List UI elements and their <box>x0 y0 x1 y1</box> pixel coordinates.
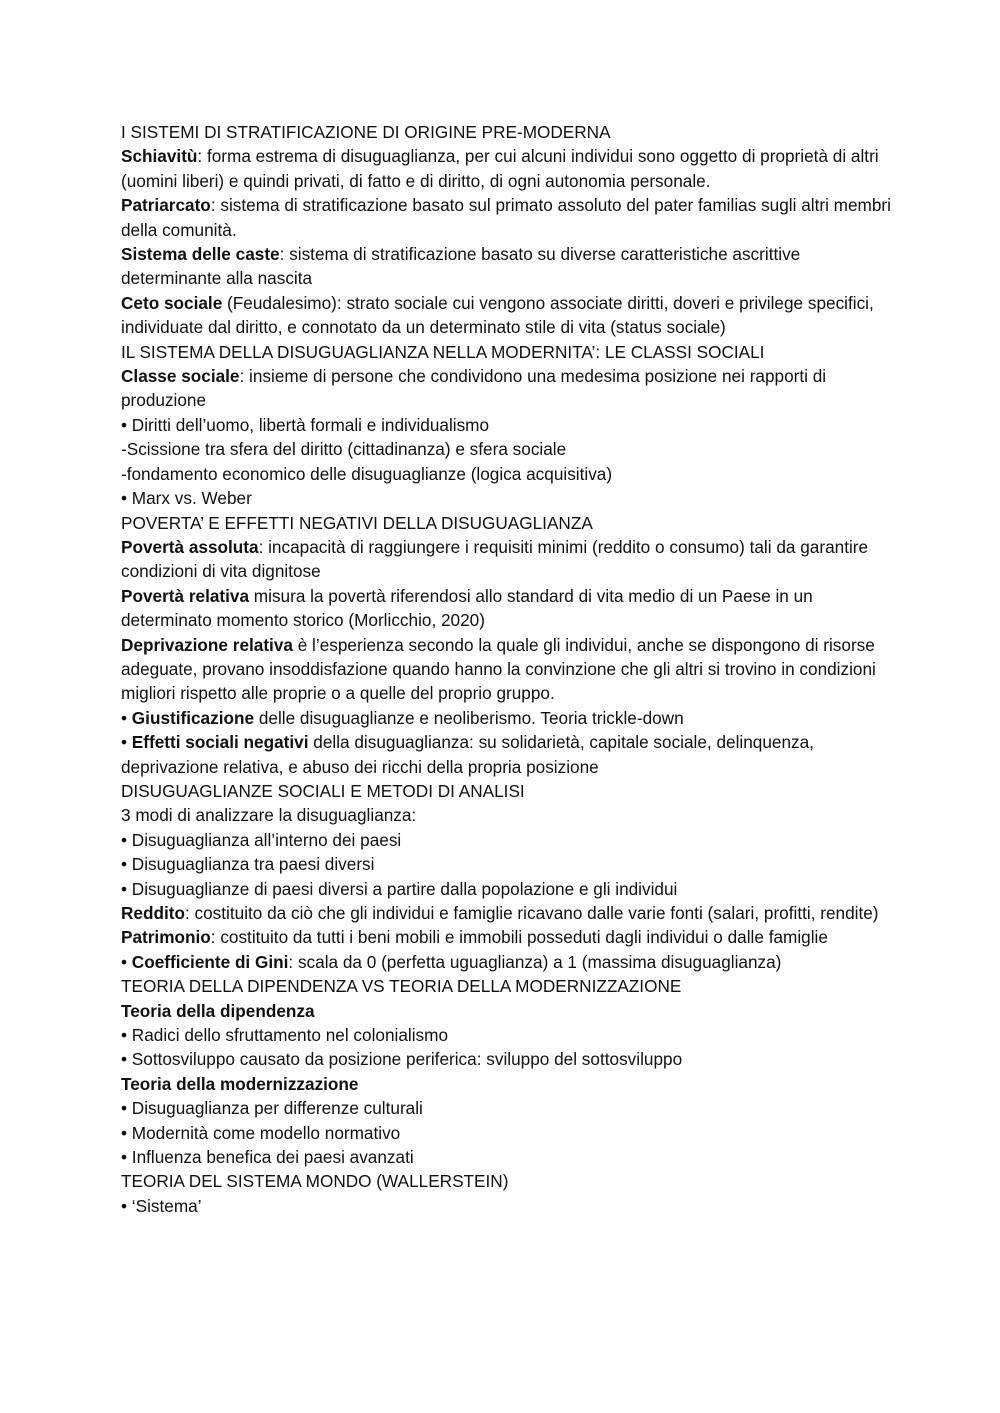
term: Classe sociale <box>121 366 240 387</box>
subheading-modernizzazione <box>121 1072 891 1096</box>
list-item-effetti <box>121 730 891 779</box>
line-text: • Disuguaglianza tra paesi diversi <box>121 854 375 875</box>
line-text: TEORIA DEL SISTEMA MONDO (WALLERSTEIN) <box>121 1171 509 1192</box>
heading-poverta <box>121 511 891 535</box>
list-item <box>121 1194 891 1218</box>
line-text: • Sottosviluppo causato da posizione periferica: sviluppo del sottosviluppo <box>121 1049 683 1070</box>
definition-text: : sistema di stratificazione basato sul primato assoluto del pater familias sugli altri membri della comunità. <box>121 195 891 240</box>
list-item <box>121 1145 891 1169</box>
definition-reddito <box>121 901 891 925</box>
list-item <box>121 1023 891 1047</box>
definition-schiavitu <box>121 144 891 193</box>
definition-text: è l’esperienza secondo la quale gli individui, anche se dispongono di risorse adeguate, provano insoddisfazione quando hanno la convinzione che gli altri si trovino in condizioni migliori rispetto alle proprie o a quelle del proprio gruppo. <box>121 634 876 704</box>
bullet: • <box>121 732 132 753</box>
term: Giustificazione <box>131 707 255 728</box>
definition-classe <box>121 364 891 413</box>
list-item <box>121 437 891 461</box>
line-text: • Marx vs. Weber <box>121 488 252 509</box>
line-text: • Radici dello sfruttamento nel colonialismo <box>121 1025 449 1046</box>
line-text: • Influenza benefica dei paesi avanzati <box>121 1147 414 1168</box>
term: Sistema delle caste <box>121 244 280 265</box>
heading-modernita <box>121 340 891 364</box>
term: Coefficiente di Gini <box>131 951 289 972</box>
list-item <box>121 1121 891 1145</box>
definition-text: : costituito da tutti i beni mobili e immobili posseduti dagli individui o dalle famiglie <box>210 927 828 948</box>
bullet: • <box>121 951 132 972</box>
line-text: DISUGUAGLIANZE SOCIALI E METODI DI ANALISI <box>121 780 525 801</box>
heading-metodi <box>121 779 891 803</box>
term: Teoria della dipendenza <box>121 1000 315 1021</box>
definition-text: : insieme di persone che condividono una medesima posizione nei rapporti di produzione <box>121 366 827 411</box>
definition-patriarcato <box>121 193 891 242</box>
definition-text: misura la povertà riferendosi allo standard di vita medio di un Paese in un determinato momento storico (Morlicchio, 2020) <box>121 585 813 631</box>
definition-text: : scala da 0 (perfetta uguaglianza) a 1 (massima disuguaglianza) <box>288 951 782 972</box>
list-item <box>121 852 891 876</box>
heading-dipendenza-vs-modernizzazione <box>121 974 891 998</box>
term: Patriarcato <box>121 195 211 216</box>
line-text: TEORIA DELLA DIPENDENZA VS TEORIA DELLA MODERNIZZAZIONE <box>121 976 682 997</box>
bullet: • <box>121 707 132 728</box>
list-item <box>121 1047 891 1071</box>
definition-ceto <box>121 291 891 340</box>
definition-text: (Feudalesimo): strato sociale cui vengono associate diritti, doveri e privilege specifici, individuate dal diritto, e connotato da un determinato stile di vita (status sociale) <box>121 292 874 338</box>
term: Teoria della modernizzazione <box>121 1073 359 1094</box>
line-text: -Scissione tra sfera del diritto (cittadinanza) e sfera sociale <box>121 439 567 460</box>
line-text: • Disuguaglianze di paesi diversi a partire dalla popolazione e gli individui <box>121 878 678 899</box>
line-text: • Diritti dell’uomo, libertà formali e individualismo <box>121 414 490 435</box>
line-text: • Disuguaglianza per differenze culturali <box>121 1098 423 1119</box>
line-text: -fondamento economico delle disuguaglianze (logica acquisitiva) <box>121 463 613 484</box>
subheading-dipendenza <box>121 999 891 1023</box>
paragraph <box>121 803 891 827</box>
term: Povertà relativa <box>121 585 250 606</box>
line-text: POVERTA’ E EFFETTI NEGATIVI DELLA DISUGUAGLIANZA <box>121 512 593 533</box>
line-text: I SISTEMI DI STRATIFICAZIONE DI ORIGINE PRE-MODERNA <box>121 122 611 142</box>
definition-caste <box>121 242 891 291</box>
list-item <box>121 462 891 486</box>
term: Reddito <box>121 903 185 923</box>
heading-premodern <box>121 120 891 144</box>
definition-deprivazione <box>121 633 891 706</box>
definition-text: : costituito da ciò che gli individui e famiglie ricavano dalle varie fonti (salari, profitti, rendite) <box>184 903 879 923</box>
line-text: • Disuguaglianza all’interno dei paesi <box>121 829 402 850</box>
list-item-gini <box>121 950 891 974</box>
list-item <box>121 413 891 437</box>
line-text: 3 modi di analizzare la disuguaglianza: <box>121 805 417 826</box>
list-item <box>121 828 891 852</box>
term: Effetti sociali negativi <box>131 732 309 753</box>
line-text: • Modernità come modello normativo <box>121 1122 401 1143</box>
term: Schiavitù <box>121 146 198 167</box>
list-item <box>121 877 891 901</box>
definition-text: della disuguaglianza: su solidarietà, capitale sociale, delinquenza, deprivazione relativa, e abuso dei ricchi della propria posizione <box>121 732 814 777</box>
list-item <box>121 1096 891 1120</box>
definition-text: : incapacità di raggiungere i requisiti minimi (reddito o consumo) tali da garantire condizioni di vita dignitose <box>121 536 869 582</box>
term: Povertà assoluta <box>121 536 259 557</box>
term: Ceto sociale <box>121 292 223 313</box>
line-text: IL SISTEMA DELLA DISUGUAGLIANZA NELLA MODERNITA’: LE CLASSI SOCIALI <box>121 341 765 362</box>
term: Patrimonio <box>121 927 211 948</box>
definition-text: : sistema di stratificazione basato su diverse caratteristiche ascrittive determinante alla nascita <box>121 244 801 289</box>
definition-text: : forma estrema di disuguaglianza, per cui alcuni individui sono oggetto di proprietà di altri (uomini liberi) e quindi privati, di fatto e di diritto, di ogni autonomia personale. <box>121 146 879 191</box>
definition-poverta-relativa <box>121 584 891 633</box>
definition-poverta-assoluta <box>121 535 891 584</box>
definition-text: delle disuguaglianze e neoliberismo. Teoria trickle-down <box>254 707 684 728</box>
list-item-giustificazione <box>121 706 891 730</box>
definition-patrimonio <box>121 925 891 949</box>
line-text: • ‘Sistema’ <box>121 1195 202 1216</box>
term: Deprivazione relativa <box>121 634 293 655</box>
list-item <box>121 486 891 510</box>
document-page <box>121 120 891 1218</box>
heading-sistema-mondo <box>121 1169 891 1193</box>
